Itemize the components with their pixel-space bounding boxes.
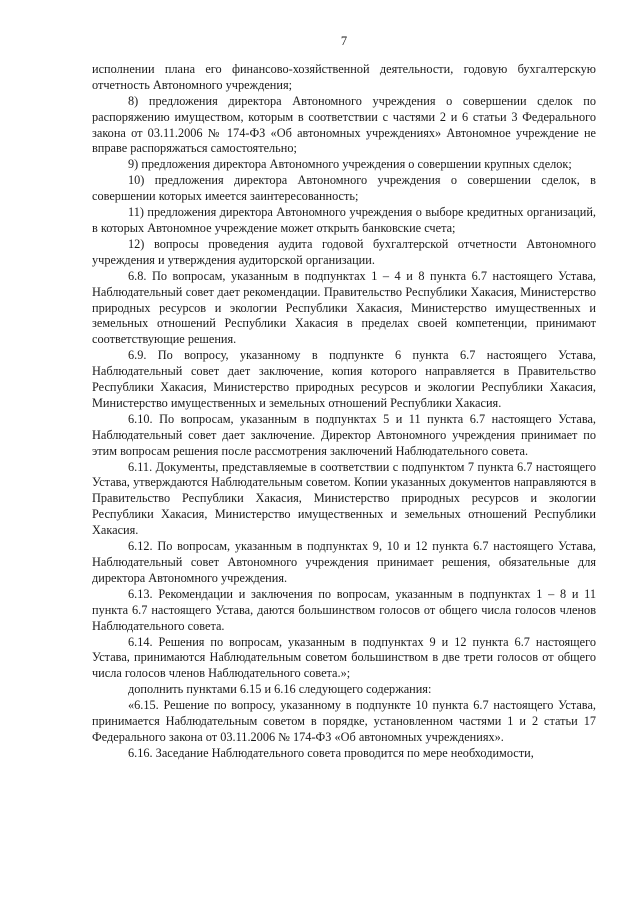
paragraph: 6.10. По вопросам, указанным в подпунктах 5 и 11 пункта 6.7 настоящего Устава, Наблюдательный совет дает заключение. Директор Автономного учреждения принимает по этим вопросам решения после рассмотрения заключений Наблюдательного совета. [92,411,596,458]
paragraph: 9) предложения директора Автономного учреждения о совершении крупных сделок; [128,157,572,172]
paragraph: 6.14. Решения по вопросам, указанным в подпунктах 9 и 12 пункта 6.7 настоящего Устава, принимаются Наблюдательным советом большинством в две трети голосов от общего числа голосов членов Наблюдательного совета.»; [92,634,596,681]
paragraph: 6.8. По вопросам, указанным в подпунктах 1 – 4 и 8 пункта 6.7 настоящего Устава, Наблюдательный совет дает рекомендации. Правительство Республики Хакасия, Министерство природных ресурсов и экологии Республики Хакасия, Министерство имущественных и земельных отношений Республики Хакасия в пределах своей компетенции, принимают соответствующие решения. [92,268,596,347]
paragraph: 10) предложения директора Автономного учреждения о совершении сделок, в совершении которых имеется заинтересованность; [92,173,596,204]
paragraph: 12) вопросы проведения аудита годовой бухгалтерской отчетности Автономного учреждения и утверждения аудиторской организации. [92,236,596,267]
document-body [92,62,596,762]
paragraph: 6.13. Рекомендации и заключения по вопросам, указанным в подпунктах 1 – 8 и 11 пункта 6.7 настоящего Устава, даются большинством голосов от общего числа голосов членов Наблюдательного совета. [92,586,596,633]
paragraph: 6.9. По вопросу, указанному в подпункте 6 пункта 6.7 настоящего Устава, Наблюдательный совет дает заключение, копия которого направляется в Правительство Республики Хакасия, Министерство природных ресурсов и экологии Республики Хакасия, Министерство имущественных и земельных отношений Республики Хакасия. [92,348,596,410]
paragraph: 8) предложения директора Автономного учреждения о совершении сделок по распоряжению имуществом, которым в соответствии с частями 2 и 6 статьи 3 Федерального закона от 03.11.2006 № 174-ФЗ «Об автономных учреждениях» Автономное учреждение не вправе распоряжаться самостоятельно; [92,93,596,156]
paragraph: дополнить пунктами 6.15 и 6.16 следующего содержания: [128,682,432,697]
paragraph: 6.11. Документы, представляемые в соответствии с подпунктом 7 пункта 6.7 настоящего Устава, утверждаются Наблюдательным советом. Копии указанных документов направляются в Правительство Республики Хакасия, Министерство природных ресурсов и экологии Республики Хакасия, Министерство имущественных и земельных отношений Республики Хакасия. [92,459,596,538]
paragraph: 6.16. Заседание Наблюдательного совета проводится по мере необходимости, [128,745,534,760]
paragraph: исполнении плана его финансово-хозяйственной деятельности, годовую бухгалтерскую отчетность Автономного учреждения; [92,61,596,92]
paragraph: «6.15. Решение по вопросу, указанному в подпункте 10 пункта 6.7 настоящего Устава, принимается Наблюдательным советом в порядке, установленном частями 1 и 2 статьи 17 Федерального закона от 03.11.2006 № 174-ФЗ «Об автономных учреждениях». [92,698,596,744]
page-number: 7 [340,34,348,48]
paragraph: 11) предложения директора Автономного учреждения о выборе кредитных организаций, в которых Автономное учреждение может открыть банковские счета; [92,205,596,235]
paragraph: 6.12. По вопросам, указанным в подпунктах 9, 10 и 12 пункта 6.7 настоящего Устава, Наблюдательный совет Автономного учреждения принимает решения, обязательные для директора Автономного учреждения. [92,539,596,585]
document-page [92,34,596,762]
